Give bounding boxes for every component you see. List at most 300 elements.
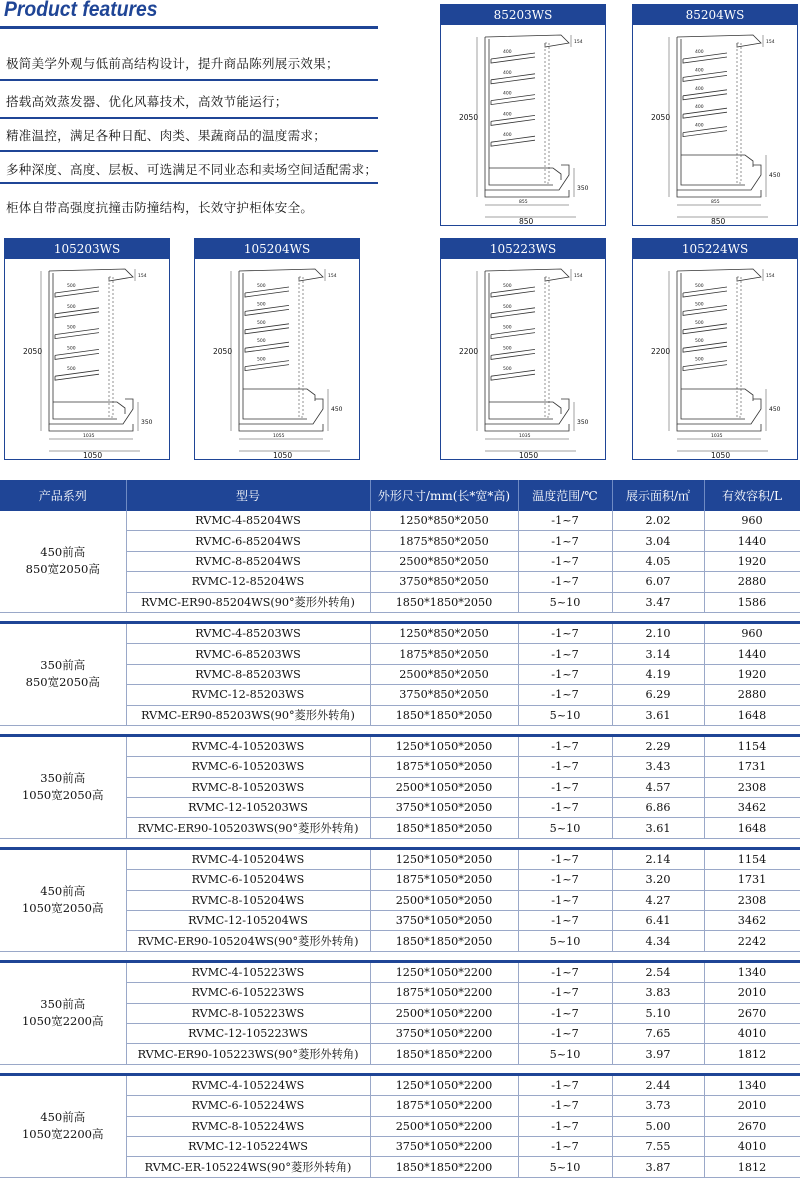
volume-cell: 1731 xyxy=(704,870,800,890)
shelf-depth-label: 500 xyxy=(503,346,512,352)
model-cell: RVMC-6-105224WS xyxy=(126,1096,370,1116)
feature-item-4: 多种深度、高度、层板、可选满足不同业态和卖场空间适配需求； xyxy=(6,162,378,177)
volume-cell: 2880 xyxy=(704,685,800,705)
base-width-label: 1055 xyxy=(273,434,285,439)
header-temperature: 温度范围/℃ xyxy=(518,480,612,511)
shelf xyxy=(683,90,727,100)
depth-label: 1050 xyxy=(519,451,539,459)
front-height-label: 450 xyxy=(331,406,343,413)
area-cell: 3.47 xyxy=(612,592,704,612)
temperature-cell: 5~10 xyxy=(518,1044,612,1064)
dimensions-cell: 1875*850*2050 xyxy=(370,531,518,551)
series-label: 450前高 xyxy=(40,545,86,560)
temperature-cell: -1~7 xyxy=(518,572,612,592)
model-cell: RVMC-ER90-105223WS(90°菱形外转角) xyxy=(126,1044,370,1064)
model-cell: RVMC-6-85204WS xyxy=(126,531,370,551)
dimensions-cell: 1875*1050*2200 xyxy=(370,1096,518,1116)
area-cell: 6.86 xyxy=(612,798,704,818)
dimensions-cell: 1250*850*2050 xyxy=(370,511,518,531)
shelf xyxy=(245,361,289,371)
cabinet-base xyxy=(677,190,761,197)
temperature-cell: -1~7 xyxy=(518,1003,612,1023)
volume-cell: 2010 xyxy=(704,1096,800,1116)
temperature-cell: -1~7 xyxy=(518,531,612,551)
dimensions-cell: 1850*1850*2050 xyxy=(370,705,518,725)
cabinet-canopy xyxy=(49,269,133,281)
shelf xyxy=(55,329,99,339)
height-label: 2050 xyxy=(213,347,233,356)
dimensions-cell: 1850*1850*2050 xyxy=(370,592,518,612)
area-cell: 4.27 xyxy=(612,890,704,910)
shelf xyxy=(491,53,535,63)
cabinet-base xyxy=(485,424,569,431)
model-cell: RVMC-8-105203WS xyxy=(126,777,370,797)
model-cell: RVMC-ER90-105203WS(90°菱形外转角) xyxy=(126,818,370,838)
shelf-depth-label: 500 xyxy=(67,325,76,331)
height-label: 2050 xyxy=(651,113,671,122)
cabinet-diagram xyxy=(633,25,797,225)
series-label: 1050宽2200高 xyxy=(21,1127,104,1142)
front-panel xyxy=(53,402,125,414)
dimensions-cell: 1875*850*2050 xyxy=(370,644,518,664)
shelf xyxy=(683,342,727,352)
model-cell: RVMC-6-105204WS xyxy=(126,870,370,890)
feature-item-5: 柜体自带高强度抗撞击防撞结构，长效守护柜体安全。 xyxy=(6,200,314,215)
diagram-card-105204ws xyxy=(194,238,360,460)
spec-table xyxy=(0,480,800,1178)
temperature-cell: -1~7 xyxy=(518,685,612,705)
top-label: 154 xyxy=(766,274,775,279)
shelf xyxy=(55,308,99,318)
cabinet-canopy xyxy=(239,269,323,281)
model-cell: RVMC-4-105204WS xyxy=(126,850,370,870)
volume-cell: 960 xyxy=(704,511,800,531)
shelf-depth-label: 400 xyxy=(695,86,704,92)
volume-cell: 1440 xyxy=(704,531,800,551)
shelf xyxy=(683,324,727,334)
volume-cell: 1920 xyxy=(704,664,800,684)
group-spacer xyxy=(0,1064,800,1073)
diagram-title: 85204WS xyxy=(633,5,797,25)
cabinet-canopy xyxy=(485,269,569,281)
shelf-depth-label: 500 xyxy=(67,304,76,310)
volume-cell: 2308 xyxy=(704,777,800,797)
area-cell: 5.10 xyxy=(612,1003,704,1023)
group-spacer xyxy=(0,951,800,960)
model-cell: RVMC-ER90-105204WS(90°菱形外转角) xyxy=(126,931,370,951)
temperature-cell: -1~7 xyxy=(518,551,612,571)
page-title: Product features xyxy=(4,0,158,21)
temperature-cell: -1~7 xyxy=(518,798,612,818)
table-row xyxy=(0,1076,800,1096)
volume-cell: 3462 xyxy=(704,911,800,931)
area-cell: 4.19 xyxy=(612,664,704,684)
area-cell: 7.55 xyxy=(612,1136,704,1156)
volume-cell: 1154 xyxy=(704,850,800,870)
volume-cell: 1648 xyxy=(704,818,800,838)
front-height-label: 350 xyxy=(141,419,153,426)
cabinet-canopy xyxy=(485,35,569,47)
volume-cell: 2242 xyxy=(704,931,800,951)
volume-cell: 960 xyxy=(704,624,800,644)
series-cell xyxy=(0,737,126,838)
shelf-depth-label: 400 xyxy=(695,105,704,111)
volume-cell: 1340 xyxy=(704,963,800,983)
front-panel xyxy=(681,155,753,167)
cabinet-base xyxy=(239,424,323,431)
cabinet-outline xyxy=(485,37,569,190)
front-height-label: 450 xyxy=(769,406,781,413)
model-cell: RVMC-12-105204WS xyxy=(126,911,370,931)
feature-divider xyxy=(0,182,378,184)
shelf-depth-label: 500 xyxy=(257,320,266,326)
model-cell: RVMC-12-85204WS xyxy=(126,572,370,592)
area-cell: 3.61 xyxy=(612,705,704,725)
model-cell: RVMC-ER90-85204WS(90°菱形外转角) xyxy=(126,592,370,612)
header-display-area: 展示面积/㎡ xyxy=(612,480,704,511)
shelf-depth-label: 500 xyxy=(257,357,266,363)
cabinet-outline xyxy=(485,271,569,424)
area-cell: 3.04 xyxy=(612,531,704,551)
model-cell: RVMC-6-105203WS xyxy=(126,757,370,777)
shelf-depth-label: 400 xyxy=(503,112,512,118)
shelf xyxy=(683,361,727,371)
shelf xyxy=(683,127,727,137)
feature-divider xyxy=(0,150,378,152)
shelf-depth-label: 500 xyxy=(67,284,76,289)
shelf-depth-label: 500 xyxy=(695,284,704,289)
cabinet-base xyxy=(49,424,133,431)
diagram-card-85204ws xyxy=(632,4,798,226)
diagram-title: 105224WS xyxy=(633,239,797,259)
temperature-cell: -1~7 xyxy=(518,890,612,910)
volume-cell: 1812 xyxy=(704,1157,800,1177)
shelf-depth-label: 500 xyxy=(503,367,512,373)
dimensions-cell: 3750*1050*2050 xyxy=(370,798,518,818)
cabinet-outline xyxy=(49,271,133,424)
height-label: 2050 xyxy=(23,347,43,356)
temperature-cell: 5~10 xyxy=(518,592,612,612)
front-panel xyxy=(489,402,561,414)
table-row xyxy=(0,624,800,644)
cabinet-inner xyxy=(489,273,553,419)
depth-label: 850 xyxy=(519,217,534,225)
model-cell: RVMC-8-85204WS xyxy=(126,551,370,571)
volume-cell: 1812 xyxy=(704,1044,800,1064)
model-cell: RVMC-4-85203WS xyxy=(126,624,370,644)
shelf-depth-label: 400 xyxy=(503,133,512,139)
front-height-label: 450 xyxy=(769,172,781,179)
front-height-label: 350 xyxy=(577,185,589,192)
table-row xyxy=(0,963,800,983)
series-label: 450前高 xyxy=(40,1110,86,1125)
dimensions-cell: 1875*1050*2050 xyxy=(370,870,518,890)
shelf xyxy=(491,95,535,105)
dimensions-cell: 1250*1050*2050 xyxy=(370,737,518,757)
temperature-cell: 5~10 xyxy=(518,931,612,951)
dimensions-cell: 1250*1050*2200 xyxy=(370,1076,518,1096)
area-cell: 4.34 xyxy=(612,931,704,951)
depth-label: 1050 xyxy=(83,451,103,459)
table-row xyxy=(0,737,800,757)
temperature-cell: 5~10 xyxy=(518,818,612,838)
shelf-depth-label: 500 xyxy=(257,339,266,345)
shelf xyxy=(491,329,535,339)
volume-cell: 2670 xyxy=(704,1116,800,1136)
area-cell: 2.02 xyxy=(612,511,704,531)
shelf xyxy=(491,287,535,297)
shelf xyxy=(245,324,289,334)
cabinet-canopy xyxy=(677,35,761,47)
area-cell: 2.54 xyxy=(612,963,704,983)
area-cell: 2.14 xyxy=(612,850,704,870)
cabinet-inner xyxy=(681,273,745,419)
air-curtain xyxy=(737,277,741,417)
cabinet-diagram xyxy=(441,25,605,225)
dimensions-cell: 3750*1050*2200 xyxy=(370,1136,518,1156)
diagram-card-105203ws xyxy=(4,238,170,460)
shelf xyxy=(683,305,727,315)
temperature-cell: 5~10 xyxy=(518,1157,612,1177)
area-cell: 3.43 xyxy=(612,757,704,777)
shelf-depth-label: 400 xyxy=(695,50,704,55)
front-panel xyxy=(489,168,561,180)
model-cell: RVMC-6-85203WS xyxy=(126,644,370,664)
model-cell: RVMC-8-105204WS xyxy=(126,890,370,910)
header-dimensions: 外形尺寸/mm(长*宽*高) xyxy=(370,480,518,511)
series-cell xyxy=(0,850,126,951)
dimensions-cell: 2500*1050*2200 xyxy=(370,1003,518,1023)
cabinet-diagram xyxy=(5,259,169,459)
shelf xyxy=(491,308,535,318)
temperature-cell: -1~7 xyxy=(518,1096,612,1116)
temperature-cell: 5~10 xyxy=(518,705,612,725)
top-label: 154 xyxy=(138,274,147,279)
feature-divider xyxy=(0,79,378,81)
area-cell: 6.07 xyxy=(612,572,704,592)
volume-cell: 3462 xyxy=(704,798,800,818)
shelf xyxy=(491,370,535,380)
top-label: 154 xyxy=(766,40,775,45)
feature-item-2: 搭载高效蒸发器、优化风幕技术，高效节能运行； xyxy=(6,94,288,109)
area-cell: 5.00 xyxy=(612,1116,704,1136)
base-width-label: 855 xyxy=(711,200,720,205)
model-cell: RVMC-8-105224WS xyxy=(126,1116,370,1136)
spec-header-row xyxy=(0,480,800,511)
height-label: 2200 xyxy=(651,347,671,356)
features-title-bar xyxy=(0,0,378,28)
volume-cell: 1440 xyxy=(704,644,800,664)
temperature-cell: -1~7 xyxy=(518,644,612,664)
volume-cell: 2670 xyxy=(704,1003,800,1023)
air-curtain xyxy=(545,277,549,417)
temperature-cell: -1~7 xyxy=(518,737,612,757)
shelf xyxy=(683,71,727,81)
header-volume: 有效容积/L xyxy=(704,480,800,511)
model-cell: RVMC-4-85204WS xyxy=(126,511,370,531)
top-label: 154 xyxy=(328,274,337,279)
front-panel xyxy=(681,389,753,401)
temperature-cell: -1~7 xyxy=(518,624,612,644)
shelf-depth-label: 500 xyxy=(67,346,76,352)
shelf-depth-label: 400 xyxy=(503,70,512,76)
base-width-label: 1035 xyxy=(519,434,531,439)
dimensions-cell: 2500*1050*2050 xyxy=(370,777,518,797)
series-cell xyxy=(0,624,126,725)
cabinet-diagram xyxy=(633,259,797,459)
model-cell: RVMC-8-85203WS xyxy=(126,664,370,684)
depth-label: 1050 xyxy=(273,451,293,459)
cabinet-base xyxy=(485,190,569,197)
air-curtain xyxy=(109,277,113,417)
shelf xyxy=(245,287,289,297)
diagram-title: 105223WS xyxy=(441,239,605,259)
shelf xyxy=(491,136,535,146)
shelf xyxy=(491,115,535,125)
shelf-depth-label: 500 xyxy=(695,339,704,345)
temperature-cell: -1~7 xyxy=(518,850,612,870)
base-width-label: 1035 xyxy=(83,434,95,439)
dimensions-cell: 1850*1850*2050 xyxy=(370,818,518,838)
temperature-cell: -1~7 xyxy=(518,1116,612,1136)
area-cell: 3.97 xyxy=(612,1044,704,1064)
top-label: 154 xyxy=(574,40,583,45)
dimensions-cell: 1250*1050*2200 xyxy=(370,963,518,983)
depth-label: 1050 xyxy=(711,451,731,459)
temperature-cell: -1~7 xyxy=(518,963,612,983)
shelf xyxy=(245,305,289,315)
series-cell xyxy=(0,963,126,1064)
series-label: 1050宽2050高 xyxy=(21,788,104,803)
dimensions-cell: 1875*1050*2050 xyxy=(370,757,518,777)
dimensions-cell: 3750*850*2050 xyxy=(370,572,518,592)
series-label: 350前高 xyxy=(40,997,86,1012)
header-series: 产品系列 xyxy=(0,480,126,511)
dimensions-cell: 3750*1050*2200 xyxy=(370,1023,518,1043)
area-cell: 2.10 xyxy=(612,624,704,644)
series-label: 850宽2050高 xyxy=(25,675,100,690)
shelf-depth-label: 400 xyxy=(695,68,704,74)
series-label: 450前高 xyxy=(40,884,86,899)
diagram-card-85203ws xyxy=(440,4,606,226)
diagram-title: 105203WS xyxy=(5,239,169,259)
group-spacer xyxy=(0,838,800,847)
volume-cell: 2880 xyxy=(704,572,800,592)
shelf-depth-label: 400 xyxy=(503,50,512,55)
temperature-cell: -1~7 xyxy=(518,664,612,684)
volume-cell: 1920 xyxy=(704,551,800,571)
dimensions-cell: 3750*850*2050 xyxy=(370,685,518,705)
cabinet-inner xyxy=(489,39,553,185)
base-width-label: 1035 xyxy=(711,434,723,439)
model-cell: RVMC-8-105223WS xyxy=(126,1003,370,1023)
temperature-cell: -1~7 xyxy=(518,1136,612,1156)
cabinet-inner xyxy=(243,273,307,419)
front-height-label: 350 xyxy=(577,419,589,426)
height-label: 2050 xyxy=(459,113,479,122)
series-label: 1050宽2200高 xyxy=(21,1014,104,1029)
dimensions-cell: 2500*1050*2050 xyxy=(370,890,518,910)
model-cell: RVMC-12-105224WS xyxy=(126,1136,370,1156)
area-cell: 3.87 xyxy=(612,1157,704,1177)
dimensions-cell: 1850*1850*2200 xyxy=(370,1157,518,1177)
volume-cell: 4010 xyxy=(704,1136,800,1156)
series-cell xyxy=(0,511,126,612)
shelf-depth-label: 500 xyxy=(257,284,266,289)
model-cell: RVMC-4-105224WS xyxy=(126,1076,370,1096)
shelf xyxy=(683,108,727,118)
dimensions-cell: 1250*850*2050 xyxy=(370,624,518,644)
volume-cell: 1731 xyxy=(704,757,800,777)
area-cell: 2.29 xyxy=(612,737,704,757)
group-spacer xyxy=(0,725,800,734)
air-curtain xyxy=(737,43,741,183)
shelf xyxy=(683,287,727,297)
header-model: 型号 xyxy=(126,480,370,511)
volume-cell: 1340 xyxy=(704,1076,800,1096)
shelf-depth-label: 500 xyxy=(257,302,266,308)
base-width-label: 855 xyxy=(519,200,528,205)
title-underline xyxy=(0,26,378,29)
volume-cell: 1586 xyxy=(704,592,800,612)
dimensions-cell: 2500*1050*2200 xyxy=(370,1116,518,1136)
diagram-card-105223ws xyxy=(440,238,606,460)
diagram-title: 105204WS xyxy=(195,239,359,259)
series-label: 850宽2050高 xyxy=(25,562,100,577)
area-cell: 6.41 xyxy=(612,911,704,931)
feature-divider xyxy=(0,117,378,119)
dimensions-cell: 3750*1050*2050 xyxy=(370,911,518,931)
air-curtain xyxy=(545,43,549,183)
shelf-depth-label: 500 xyxy=(503,284,512,289)
shelf xyxy=(55,370,99,380)
model-cell: RVMC-ER-105224WS(90°菱形外转角) xyxy=(126,1157,370,1177)
shelf xyxy=(491,74,535,84)
table-row xyxy=(0,511,800,531)
area-cell: 7.65 xyxy=(612,1023,704,1043)
area-cell: 4.57 xyxy=(612,777,704,797)
shelf xyxy=(55,349,99,359)
top-label: 154 xyxy=(574,274,583,279)
volume-cell: 4010 xyxy=(704,1023,800,1043)
volume-cell: 1154 xyxy=(704,737,800,757)
area-cell: 4.05 xyxy=(612,551,704,571)
shelf-depth-label: 500 xyxy=(67,367,76,373)
group-spacer xyxy=(0,612,800,621)
shelf-depth-label: 500 xyxy=(695,357,704,363)
shelf-depth-label: 400 xyxy=(503,91,512,97)
series-label: 350前高 xyxy=(40,658,86,673)
area-cell: 3.61 xyxy=(612,818,704,838)
feature-item-3: 精准温控，满足各种日配、肉类、果蔬商品的温度需求； xyxy=(6,128,327,143)
shelf xyxy=(683,53,727,63)
model-cell: RVMC-6-105223WS xyxy=(126,983,370,1003)
dimensions-cell: 1250*1050*2050 xyxy=(370,850,518,870)
shelf-depth-label: 400 xyxy=(695,123,704,129)
area-cell: 2.44 xyxy=(612,1076,704,1096)
shelf-depth-label: 500 xyxy=(695,320,704,326)
area-cell: 3.83 xyxy=(612,983,704,1003)
cabinet-inner xyxy=(681,39,745,185)
temperature-cell: -1~7 xyxy=(518,777,612,797)
temperature-cell: -1~7 xyxy=(518,911,612,931)
dimensions-cell: 1850*1850*2050 xyxy=(370,931,518,951)
cabinet-diagram xyxy=(195,259,359,459)
table-row xyxy=(0,850,800,870)
diagram-card-105224ws xyxy=(632,238,798,460)
area-cell: 3.73 xyxy=(612,1096,704,1116)
height-label: 2200 xyxy=(459,347,479,356)
